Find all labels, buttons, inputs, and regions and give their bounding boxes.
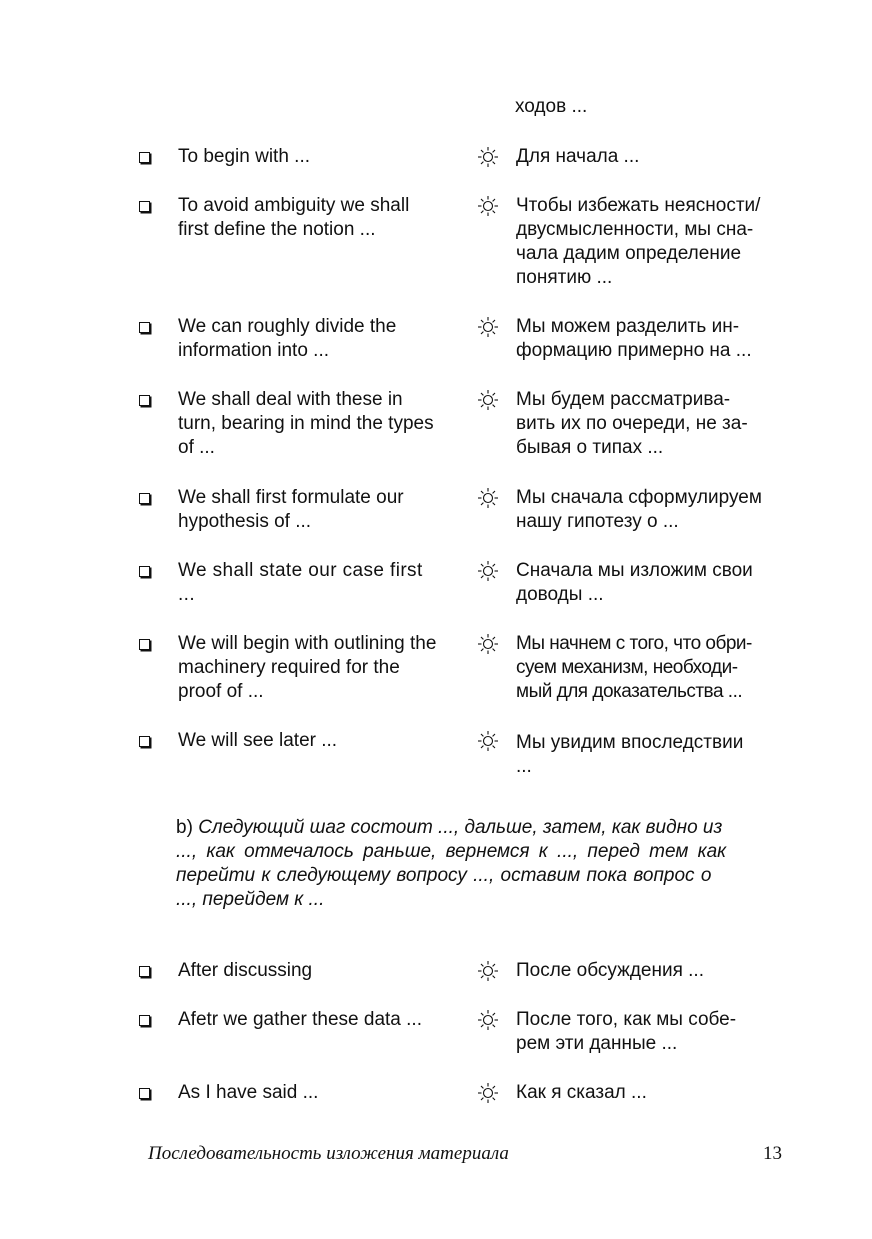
- paragraph-line: ..., перейдем к ...: [176, 889, 325, 910]
- russian-line: Мы можем разделить ин-: [516, 316, 740, 337]
- english-phrase: [178, 559, 468, 607]
- checkbox-bullet-icon: [139, 736, 150, 747]
- sun-icon: [477, 315, 499, 339]
- checkbox-bullet-icon: [139, 639, 150, 650]
- russian-line: рем эти данные ...: [516, 1033, 678, 1054]
- english-phrase: [178, 315, 468, 363]
- russian-phrase: [516, 559, 794, 607]
- russian-phrase: [516, 731, 794, 779]
- english-phrase: [178, 1008, 468, 1032]
- english-line: To avoid ambiguity we shall: [178, 195, 410, 216]
- russian-line: После обсуждения ...: [516, 960, 704, 981]
- checkbox-bullet-icon: [139, 493, 150, 504]
- russian-line: двусмысленности, мы сна-: [516, 219, 754, 240]
- russian-line: нашу гипотезу о ...: [516, 511, 679, 532]
- english-line: We will see later ...: [178, 730, 338, 751]
- english-line: We shall first formulate our: [178, 487, 404, 508]
- english-line: ...: [178, 584, 196, 605]
- checkbox-bullet-icon: [139, 966, 150, 977]
- russian-line: доводы ...: [516, 584, 604, 605]
- russian-line: формацию примерно на ...: [516, 340, 752, 361]
- paragraph-label: b): [176, 817, 193, 838]
- english-line: proof of ...: [178, 681, 264, 702]
- russian-phrase: [516, 486, 794, 534]
- english-line: To begin with ...: [178, 146, 311, 167]
- paragraph-text: Следующий шаг состоит ..., дальше, затем, как видно из: [198, 817, 723, 838]
- paragraph-line: [176, 816, 786, 840]
- sun-icon: [477, 729, 499, 753]
- paragraph-line: ..., как отмечалось раньше, вернемся к ..., перед тем как: [176, 841, 727, 862]
- sun-icon: [477, 632, 499, 656]
- section-paragraph: [176, 816, 786, 912]
- english-phrase: [178, 194, 468, 242]
- russian-phrase: [516, 1081, 794, 1105]
- sun-icon: [477, 1008, 499, 1032]
- russian-phrase: [516, 194, 794, 290]
- russian-phrase: [516, 1008, 794, 1056]
- russian-phrase: [516, 632, 794, 704]
- english-line: We shall state our case first: [178, 560, 423, 581]
- russian-line: чала дадим определение: [516, 243, 742, 264]
- russian-line: вить их по очереди, не за-: [516, 413, 748, 434]
- russian-phrase: [516, 145, 794, 169]
- english-phrase: [178, 486, 468, 534]
- sun-icon: [477, 388, 499, 412]
- russian-line: Мы сначала сформулируем: [516, 487, 762, 508]
- english-line: We can roughly divide the: [178, 316, 397, 337]
- russian-phrase: [516, 959, 794, 983]
- russian-line: Как я сказал ...: [516, 1082, 647, 1103]
- english-line: We shall deal with these in: [178, 389, 403, 410]
- russian-phrase: [516, 315, 794, 363]
- russian-line: Чтобы избежать неясности/: [516, 195, 761, 216]
- english-line: machinery required for the: [178, 657, 400, 678]
- checkbox-bullet-icon: [139, 1015, 150, 1026]
- english-line: After discussing: [178, 960, 313, 981]
- russian-line: ...: [516, 756, 532, 777]
- english-line: turn, bearing in mind the types: [178, 413, 434, 434]
- russian-line: После того, как мы собе-: [516, 1009, 737, 1030]
- english-phrase: [178, 729, 468, 753]
- russian-phrase: [516, 388, 794, 460]
- page-number: 13: [763, 1143, 782, 1164]
- english-line: first define the notion ...: [178, 219, 376, 240]
- sun-icon: [477, 559, 499, 583]
- english-phrase: [178, 388, 468, 460]
- checkbox-bullet-icon: [139, 566, 150, 577]
- sun-icon: [477, 145, 499, 169]
- checkbox-bullet-icon: [139, 395, 150, 406]
- english-phrase: [178, 632, 468, 704]
- english-line: hypothesis of ...: [178, 511, 312, 532]
- russian-line: Мы будем рассматрива-: [516, 389, 731, 410]
- english-phrase: [178, 1081, 468, 1105]
- checkbox-bullet-icon: [139, 201, 150, 212]
- english-line: information into ...: [178, 340, 330, 361]
- english-line: of ...: [178, 437, 215, 458]
- russian-line: суем механизм, необходи-: [516, 657, 738, 678]
- russian-line: Мы увидим впоследствии: [516, 732, 744, 753]
- russian-line: понятию ...: [516, 267, 613, 288]
- english-line: We will begin with outlining the: [178, 633, 437, 654]
- sun-icon: [477, 486, 499, 510]
- english-line: As I have said ...: [178, 1082, 319, 1103]
- russian-line: бывая о типах ...: [516, 437, 664, 458]
- checkbox-bullet-icon: [139, 152, 150, 163]
- russian-line: Мы начнем с того, что обри-: [516, 633, 752, 654]
- sun-icon: [477, 1081, 499, 1105]
- checkbox-bullet-icon: [139, 1088, 150, 1099]
- checkbox-bullet-icon: [139, 322, 150, 333]
- sun-icon: [477, 194, 499, 218]
- russian-line: Для начала ...: [516, 146, 640, 167]
- russian-line: мый для доказательства ...: [516, 681, 743, 702]
- sun-icon: [477, 959, 499, 983]
- running-footer-title: Последовательность изложения материала: [148, 1143, 509, 1164]
- english-phrase: [178, 145, 468, 169]
- english-line: Afetr we gather these data ...: [178, 1009, 422, 1030]
- continuation-text: ходов ...: [515, 96, 588, 117]
- english-phrase: [178, 959, 468, 983]
- paragraph-line: перейти к следующему вопросу ..., оставим пока вопрос о: [176, 865, 712, 886]
- russian-line: Сначала мы изложим свои: [516, 560, 753, 581]
